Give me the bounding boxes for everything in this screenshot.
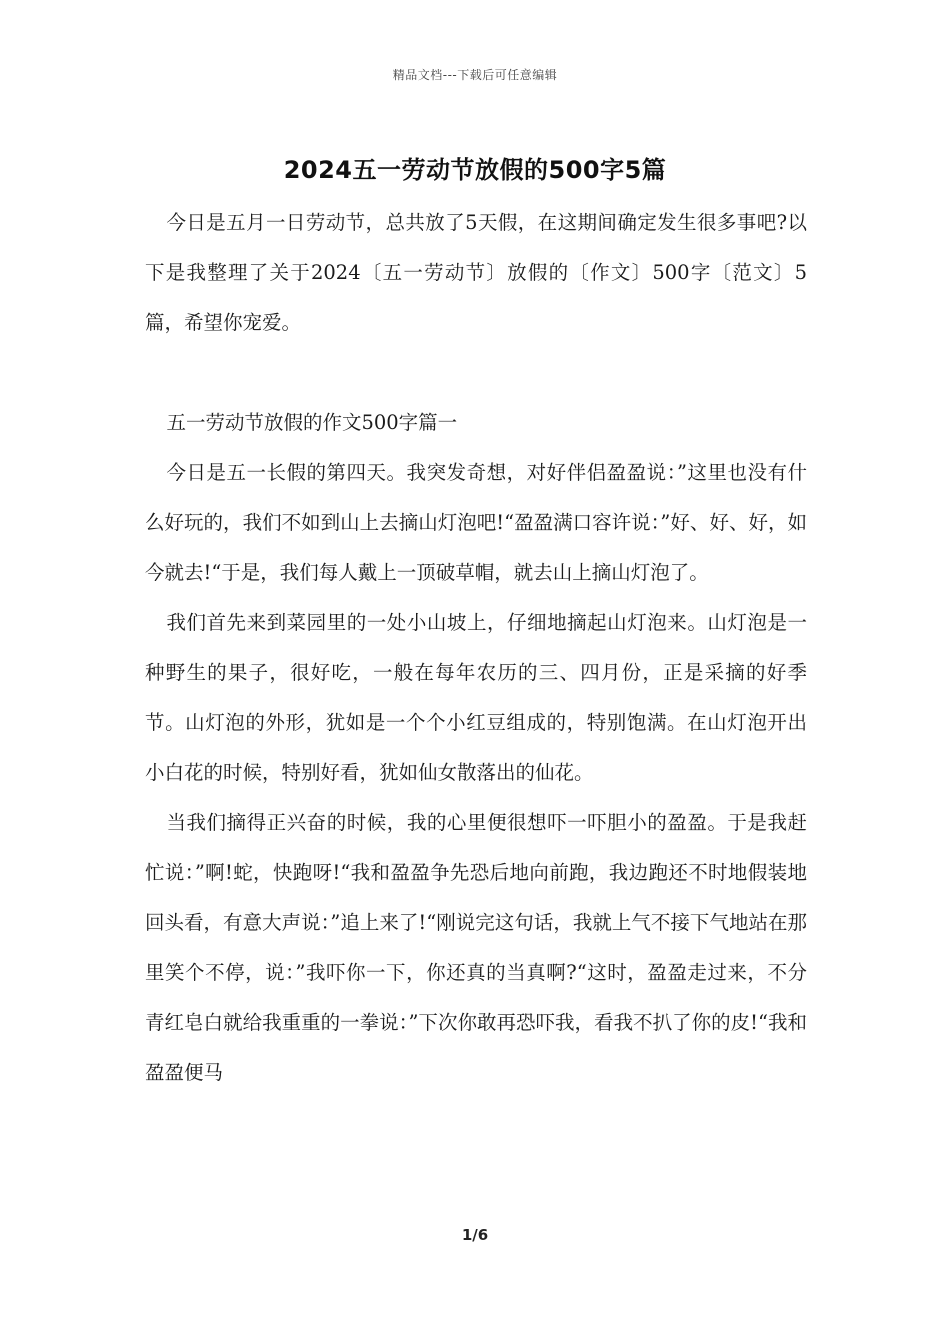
body-paragraph: 我们首先来到菜园里的一处小山坡上，仔细地摘起山灯泡来。山灯泡是一种野生的果子，很好吃，一般在每年农历的三、四月份，正是采摘的好季节。山灯泡的外形，犹如是一个个小红豆组成的，特别饱满。在山灯泡开出小白花的时候，特别好看，犹如仙女散落出的仙花。	[145, 611, 807, 784]
body-paragraph: 今日是五一长假的第四天。我突发奇想，对好伴侣盈盈说：”这里也没有什么好玩的，我们不如到山上去摘山灯泡吧!“盈盈满口容许说：”好、好、好，如今就去!“于是，我们每人戴上一顶破草帽，就去山上摘山灯泡了。	[145, 461, 807, 584]
intro-paragraph: 今日是五月一日劳动节，总共放了5天假，在这期间确定发生很多事吧?以下是我整理了关于2024〔五一劳动节〕放假的〔作文〕500字〔范文〕5篇，希望你宠爱。	[145, 211, 807, 334]
section-heading: 五一劳动节放假的作文500字篇一	[166, 411, 458, 434]
blank-line	[145, 348, 807, 398]
page-header: 精品文档---下载后可任意编辑	[392, 68, 558, 82]
body-paragraph: 当我们摘得正兴奋的时候，我的心里便很想吓一吓胆小的盈盈。于是我赶忙说：”啊!蛇，快跑呀!“我和盈盈争先恐后地向前跑，我边跑还不时地假装地回头看，有意大声说：”追上来了!“刚说完这句话，我就上气不接下气地站在那里笑个不停，说：”我吓你一下，你还真的当真啊?“这时，盈盈走过来，不分青红皂白就给我重重的一拳说：”下次你敢再恐吓我，看我不扒了你的皮!“我和盈盈便马	[145, 811, 807, 1084]
document-title: 2024五一劳动节放假的500字5篇	[283, 156, 667, 184]
document-body	[145, 198, 807, 1098]
page-number: 1/6	[461, 1226, 489, 1244]
